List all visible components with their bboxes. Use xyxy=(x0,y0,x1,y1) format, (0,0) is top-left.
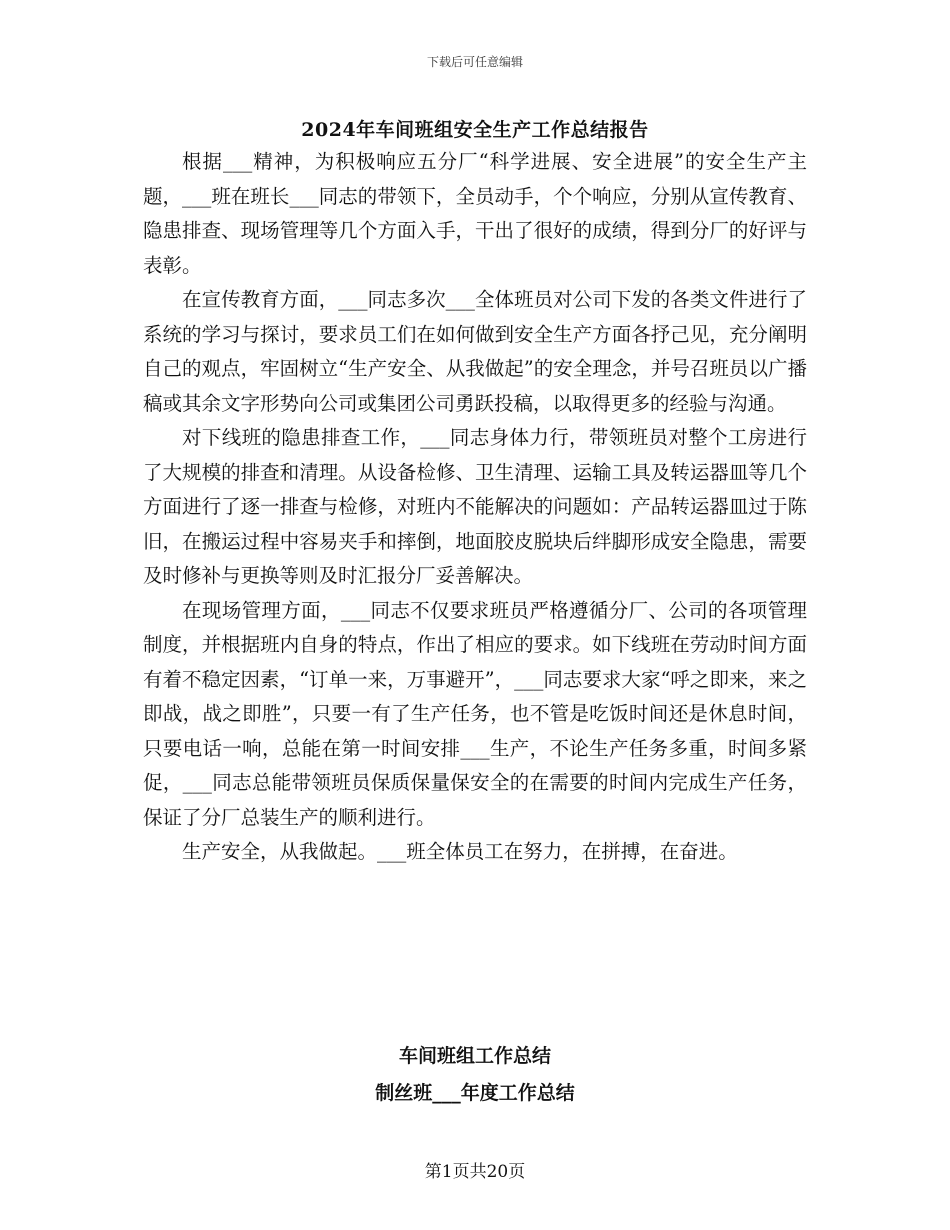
section-subtitle: 制丝班___年度工作总结 xyxy=(375,1082,575,1104)
document-title: 2024年车间班组安全生产工作总结报告 xyxy=(301,119,649,141)
paragraph: 生产安全，从我做起。___班全体员工在努力，在拼搏，在奋进。 xyxy=(182,840,738,863)
page-number: 第1页共20页 xyxy=(424,1162,526,1182)
document-body xyxy=(143,145,807,870)
paragraph: 在现场管理方面，___同志不仅要求班员严格遵循分厂、公司的各项管理制度，并根据班内自身的特点，作出了相应的要求。如下线班在劳动时间方面有着不稳定因素，“订单一来，万事避开”，___同志要求大家“呼之即来，来之即战，战之即胜”，只要一有了生产任务，也不管是吃饭时间还是休息时间，只要电话一响，总能在第一时间安排___生产，不论生产任务多重，时间多紧促，___同志总能带领班员保质保量保安全的在需要的时间内完成生产任务，保证了分厂总装生产的顺利进行。 xyxy=(143,598,807,829)
paragraph: 根据___精神，为积极响应五分厂“科学进展、安全进展”的安全生产主题，___班在班长___同志的带领下，全员动手，个个响应，分别从宣传教育、隐患排查、现场管理等几个方面入手，干出了很好的成绩，得到分厂的好评与表彰。 xyxy=(143,150,807,277)
paragraph: 对下线班的隐患排查工作，___同志身体力行，带领班员对整个工房进行了大规模的排查和清理。从设备检修、卫生清理、运输工具及转运器皿等几个方面进行了逐一排查与检修，对班内不能解决的问题如：产品转运器皿过于陈旧，在搬运过程中容易夹手和摔倒，地面胶皮脱块后绊脚形成安全隐患，需要及时修补与更换等则及时汇报分厂妥善解决。 xyxy=(143,426,807,587)
section-title: 车间班组工作总结 xyxy=(398,1045,551,1067)
header-note: 下载后可任意编辑 xyxy=(426,55,523,69)
paragraph: 在宣传教育方面，___同志多次___全体班员对公司下发的各类文件进行了系统的学习与探讨，要求员工们在如何做到安全生产方面各抒己见，充分阐明自己的观点，牢固树立“生产安全、从我做起”的安全理念，并号召班员以广播稿或其余文字形势向公司或集团公司勇跃投稿，以取得更多的经验与沟通。 xyxy=(143,288,807,415)
